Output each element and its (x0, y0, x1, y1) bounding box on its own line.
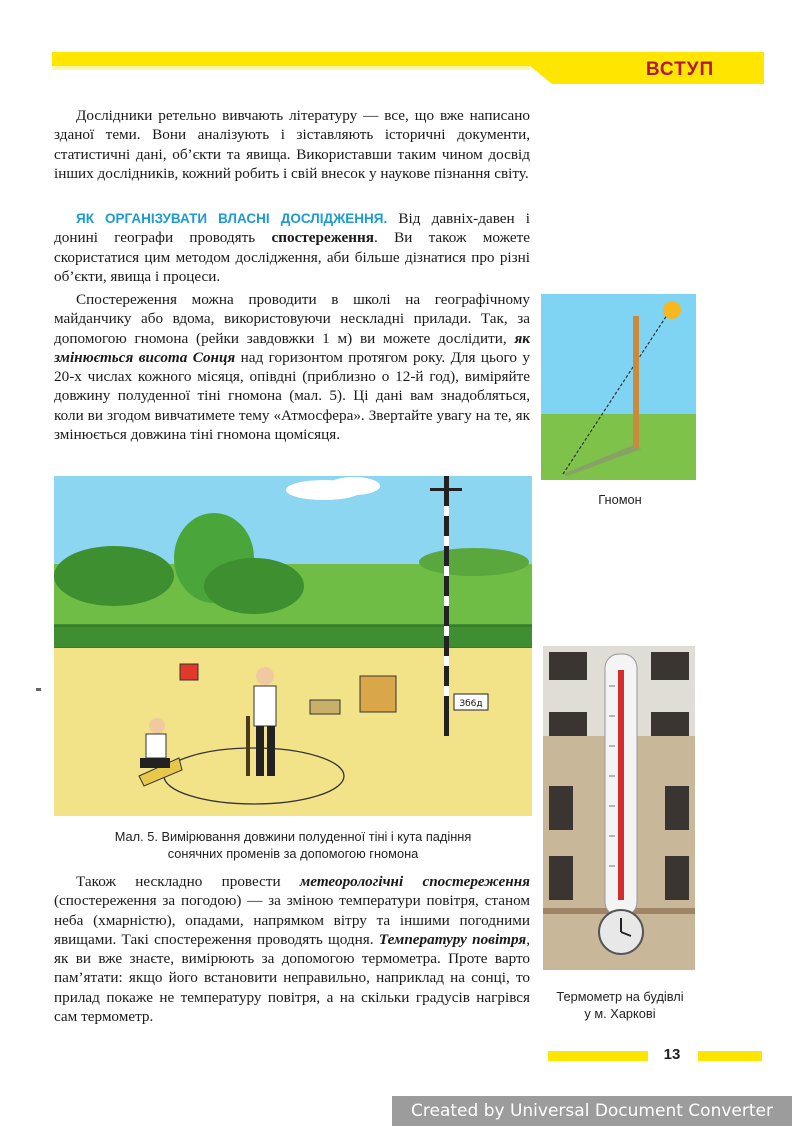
paragraph-1-text: Дослідники ретельно вивчають літературу — все, що вже написано зданої теми. Вони аналізують і зіставляють історичні документи, статистичні дані, об’єкти та явища. Використавши таким чином досвід інших дослідників, кожний робить і свій внесок у наукове пізнання світу. (54, 107, 530, 182)
paragraph-4-text-c: , як ви вже знаєте, вимірюють за допомогою термометра. Проте варто пам’ятати: якщо його встановити неправильно, наприклад на сонці, то прилад покаже не температуру повітря, а на скільки градусів нагрівся сам термометр. (54, 930, 530, 1026)
paragraph-2-text-b: . Ви також можете скористатися цим методом дослідження, аби більше дізнатися про різні об’єкти, явища і процеси. (54, 229, 530, 285)
footer-bar-right (698, 1051, 762, 1061)
paragraph-4-bold-italic: Температуру повітря (378, 930, 527, 948)
main-caption-line-1: Мал. 5. Вимірювання довжини полуденної тіні і кута падіння (114, 829, 472, 844)
paragraph-4 (54, 872, 530, 1026)
gnomon-caption: Гномон (598, 492, 642, 507)
paragraph-3 (54, 290, 530, 444)
paragraph-3-text-a: Спостереження можна проводити в школі на географічному майданчику або вдома, використовуючи нескладні прилади. Так, за допомогою гномона (рейки завдовжки 1 м) ви можете дослідити, (54, 291, 530, 347)
paragraph-2-text-a: Від давніх-давен і донині географи проводять (54, 210, 530, 247)
thermometer-caption-line-1: Термометр на будівлі (556, 989, 684, 1004)
paragraph-4-text-a: Також нескладно провести (76, 873, 300, 890)
thermometer-caption-line-2: у м. Харкові (584, 1006, 656, 1021)
thermometer-photo (543, 646, 695, 970)
paragraph-3-italic: як змінюється висота Сонця (54, 329, 530, 366)
gnomon-figure (541, 294, 696, 480)
station-sign: Зб6д (459, 699, 483, 709)
section-title: ВСТУП (645, 59, 715, 80)
main-caption-line-2: сонячних променів за допомогою гномона (167, 846, 419, 861)
footer-bar-left (548, 1051, 648, 1061)
paragraph-2 (54, 209, 530, 286)
margin-mark (36, 688, 41, 691)
watermark: Created by Universal Document Converter (392, 1096, 792, 1126)
paragraph-4-text-b: (спостереження за погодою) — за зміною температури повітря, станом неба (хмарністю), опадами, напрямком вітру та іншими погодними явищами. Такі спостереження проводять щодня. (54, 892, 530, 948)
paragraph-3-text-b: над горизонтом протягом року. Для цього у 20-х числах кожного місяця, опівдні (приблизно о 12-й год), виміряйте довжину полуденної тіні гномона (мал. 5). Ці дані вам знадобляться, коли ви згодом вивчатимете тему «Атмосфера». Звертайте увагу на те, як змінюється довжина тіні гномона щомісяця. (54, 348, 531, 444)
paragraph-1 (54, 106, 530, 183)
section-heading: ЯК ОРГАНІЗУВАТИ ВЛАСНІ ДОСЛІДЖЕННЯ. (76, 211, 388, 226)
main-illustration (54, 476, 532, 816)
main-caption (54, 828, 532, 862)
page-number: 13 (663, 1046, 681, 1063)
paragraph-4-italic: метеорологічні спостереження (299, 873, 530, 890)
paragraph-2-bold: спостереження (271, 229, 374, 247)
thermometer-caption (538, 988, 702, 1022)
